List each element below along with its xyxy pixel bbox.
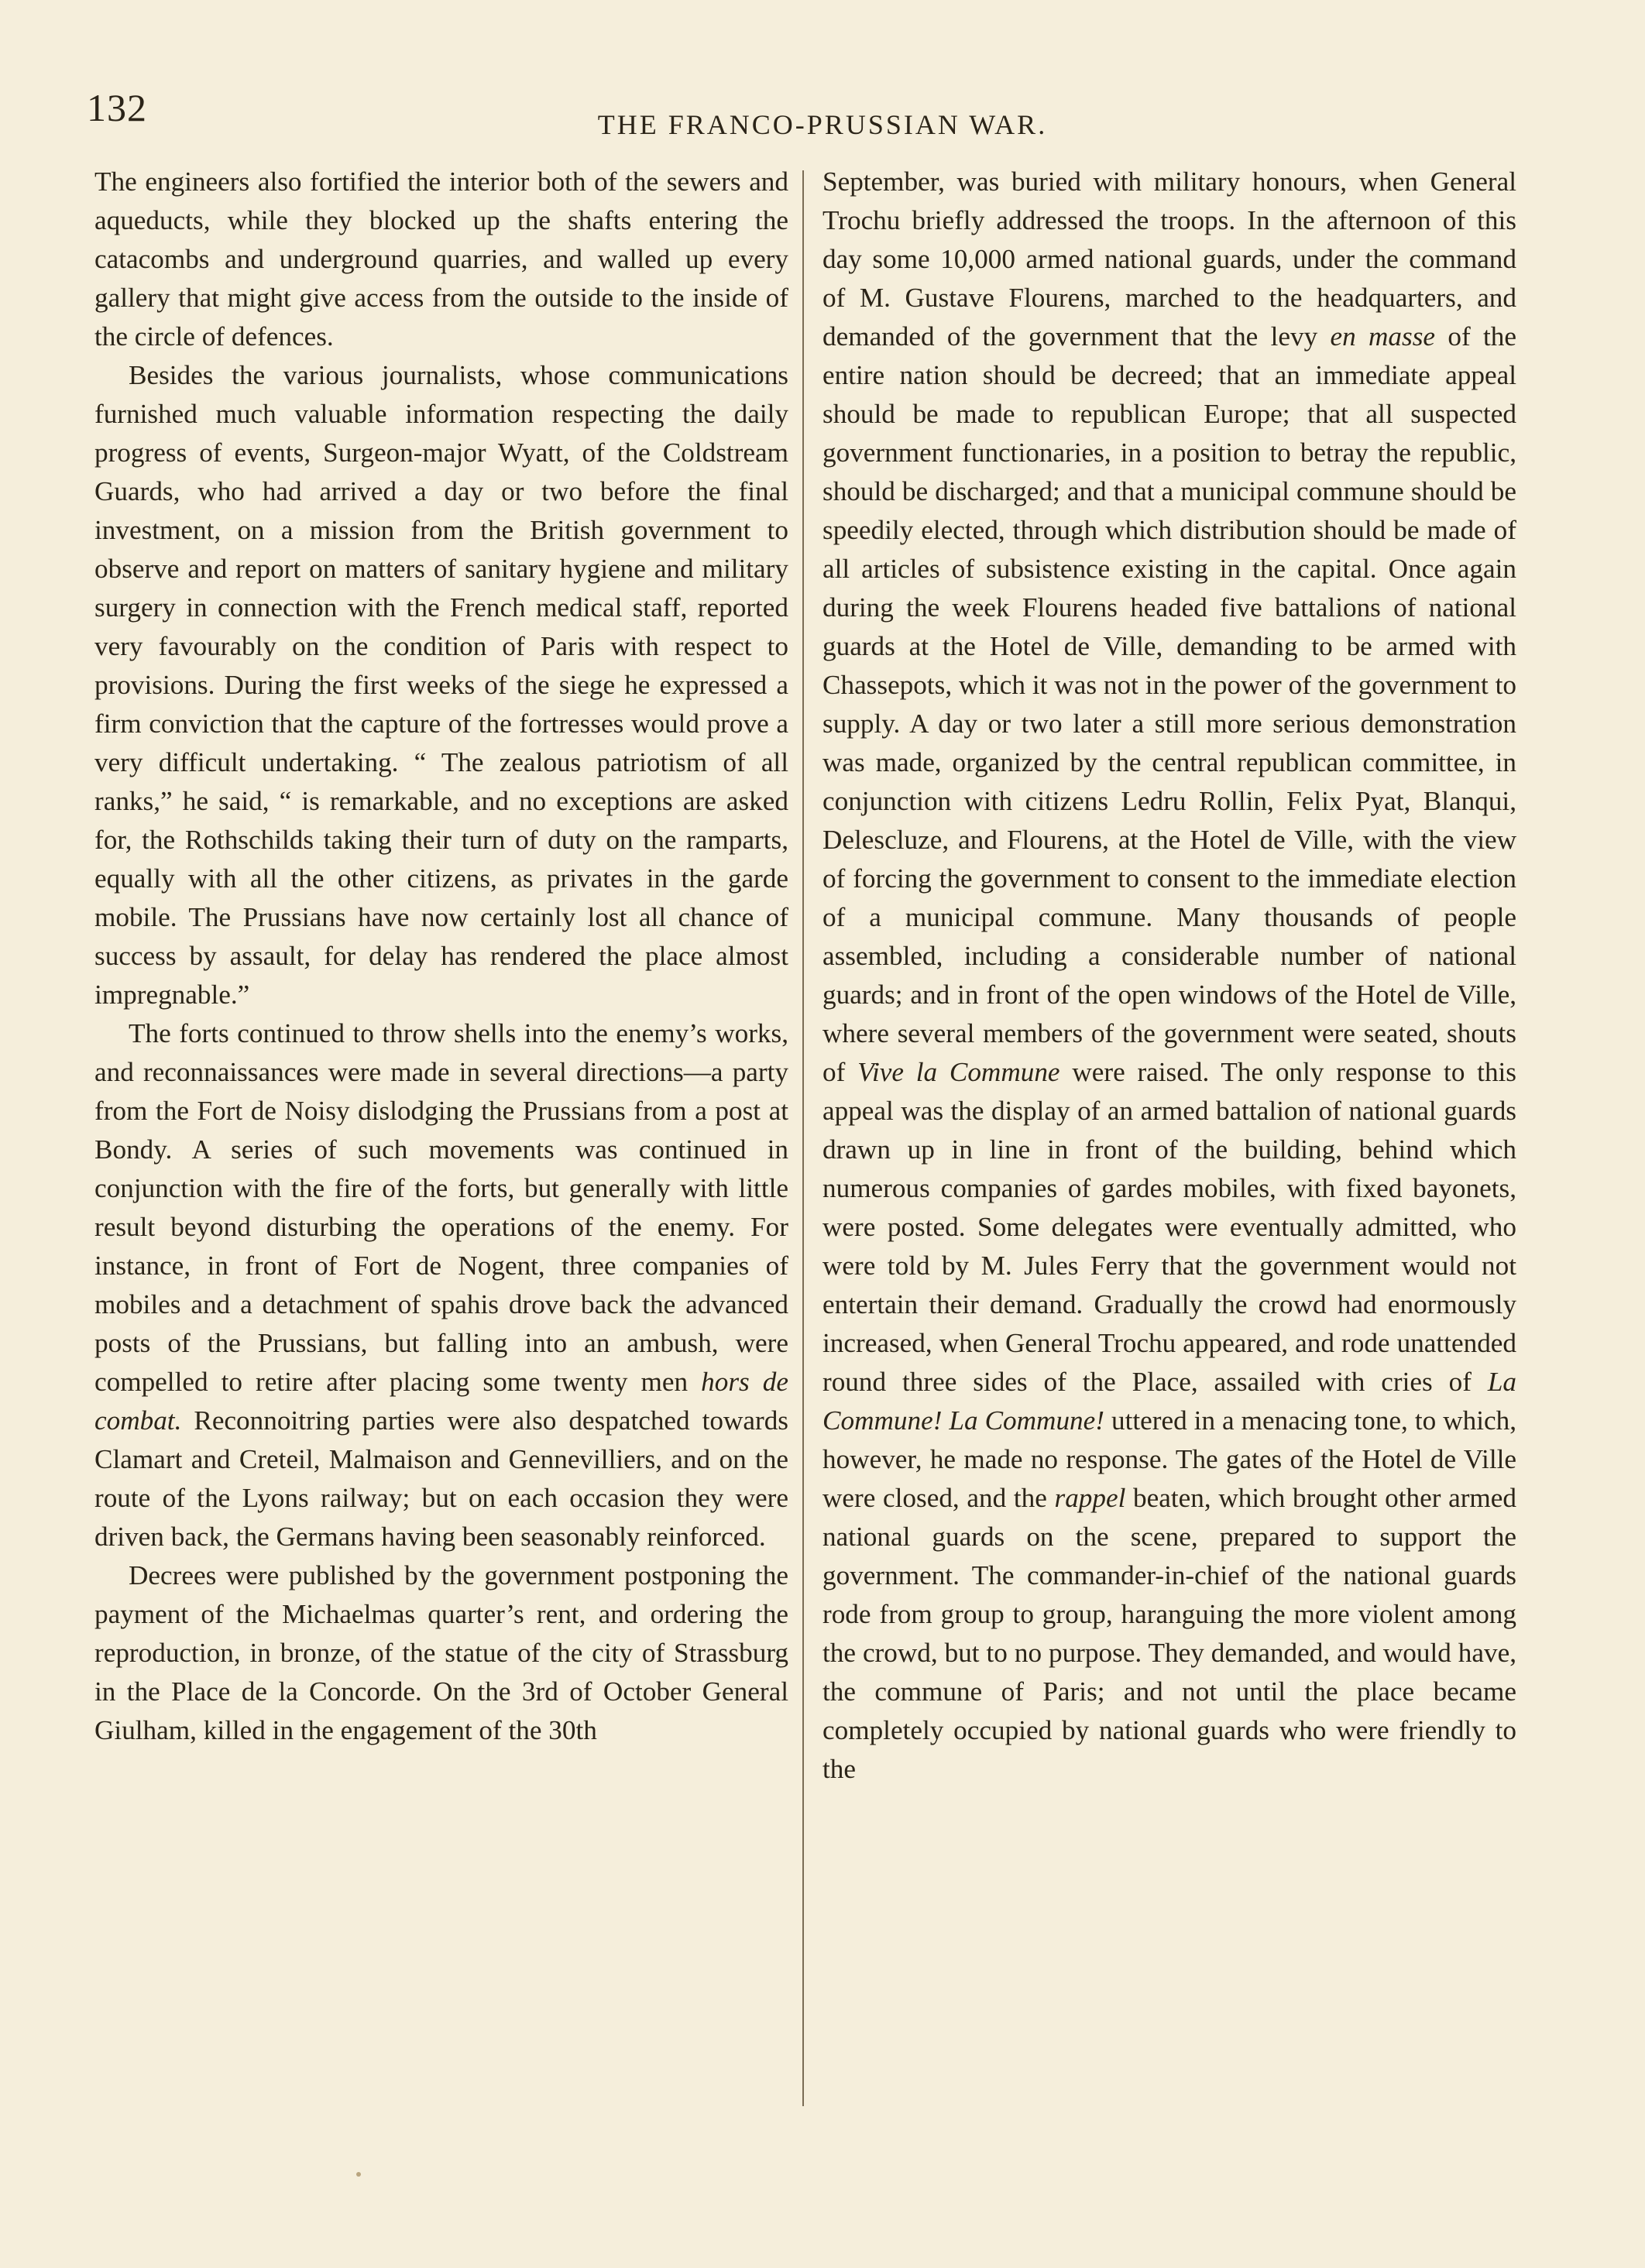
- paragraph: Decrees were published by the government postponing the payment of the Michaelmas quarter’s rent, and ordering the reproduction, in bronze, of the statue of the city of Strassburg in the Place de la Concorde. On the 3rd of October General Giulham, killed in the engagement of the 30th: [94, 1560, 788, 1745]
- right-column: [822, 163, 1516, 1789]
- paragraph-text: Reconnoitring parties were also despatched towards Clamart and Creteil, Malmaison and Gennevilliers, and on the route of the Lyons railway; but on each occasion they were driven back, the Germans having been seasonably reinforced.: [94, 1405, 788, 1552]
- italic-phrase: en masse: [1330, 321, 1436, 352]
- paragraph: [94, 1014, 788, 1556]
- paragraph-text: were raised. The only response to this appeal was the display of an armed battalion of national guards drawn up in line in front of the building, behind which numerous companies of gardes mobiles, with fixed bayonets, were posted. Some delegates were eventually admitted, who were told by M. Jules Ferry that the government would not entertain their demand. Gradually the crowd had enormously increased, when General Trochu appeared, and rode unattended round three sides of the Place, assailed with cries of: [822, 1057, 1517, 1397]
- paragraph-text: of the entire nation should be decreed; that an immediate appeal should be made to republican Europe; that all suspected government functionaries, in a position to betray the republic, should be discharged; and that a municipal commune should be speedily elected, through which distribution should be made of all articles of subsistence existing in the capital. Once again during the week Flourens headed five battalions of national guards at the Hotel de Ville, demanding to be armed with Chassepots, which it was not in the power of the government to supply. A day or two later a still more serious demonstration was made, organized by the central republican committee, in conjunction with citizens Ledru Rollin, Felix Pyat, Blanqui, Delescluze, and Flourens, at the Hotel de Ville, with the view of forcing the government to consent to the immediate election of a municipal commune. Many thousands of people assembled, including a considerable number of national guards; and in front of the open windows of the Hotel de Ville, where several members of the government were seated, shouts of: [822, 321, 1516, 1087]
- paragraph: Besides the various journalists, whose communications furnished much valuable information respecting the daily progress of events, Surgeon-major Wyatt, of the Coldstream Guards, who had arrived a day or two before the final investment, on a mission from the British government to observe and report on matters of sanitary hygiene and military surgery in connection with the French medical staff, reported very favourably on the condition of Paris with respect to provisions. During the first weeks of the siege he expressed a firm conviction that the capture of the fortresses would prove a very difficult undertaking. “ The zealous patriotism of all ranks,” he said, “ is remarkable, and no exceptions are asked for, the Rothschilds taking their turn of duty on the ramparts, equally with all the other citizens, as privates in the garde mobile. The Prussians have now certainly lost all chance of success by assault, for delay has rendered the place almost impregnable.”: [94, 360, 788, 1010]
- paragraph-text: September, was buried with military honours, when General Trochu briefly addressed the troops. In the afternoon of this day some 10,000 armed national guards, under the command of M. Gustave Flourens, marched to the headquarters, and demanded of the government that the levy: [822, 166, 1516, 352]
- paragraph: [822, 163, 1516, 1789]
- paper-speck: [356, 2172, 361, 2177]
- italic-phrase: hors de combat.: [94, 1367, 788, 1436]
- italic-phrase: Vive la Commune: [857, 1057, 1060, 1087]
- italic-phrase: La Commune! La Commune!: [822, 1367, 1516, 1436]
- paragraph-text: beaten, which brought other armed national guards on the scene, prepared to support the government. The commander-in-chief of the national guards rode from group to group, haranguing the more violent among the crowd, but to no purpose. They demanded, and would have, the commune of Paris; and not until the place became completely occupied by national guards who were friendly to the: [822, 1483, 1516, 1784]
- running-title: THE FRANCO-PRUSSIAN WAR.: [597, 109, 1048, 140]
- column-divider: [802, 170, 804, 2106]
- italic-phrase: rappel: [1054, 1483, 1126, 1513]
- page-number: 132: [87, 86, 147, 129]
- paragraph: The engineers also fortified the interior both of the sewers and aqueducts, while they blocked up the shafts entering the catacombs and underground quarries, and walled up every gallery that might give access from the outside to the inside of the circle of defences.: [94, 166, 788, 352]
- left-column: [94, 163, 788, 1750]
- paragraph-text: The forts continued to throw shells into the enemy’s works, and reconnaissances were made in several directions—a party from the Fort de Noisy dislodging the Prussians from a post at Bondy. A series of such movements was continued in conjunction with the fire of the forts, but generally with little result beyond disturbing the operations of the enemy. For instance, in front of Fort de Nogent, three companies of mobiles and a detachment of spahis drove back the advanced posts of the Prussians, but falling into an ambush, were compelled to retire after placing some twenty men: [94, 1018, 788, 1397]
- paragraph-text: uttered in a menacing tone, to which, however, he made no response. The gates of the Hotel de Ville were closed, and the: [822, 1405, 1516, 1513]
